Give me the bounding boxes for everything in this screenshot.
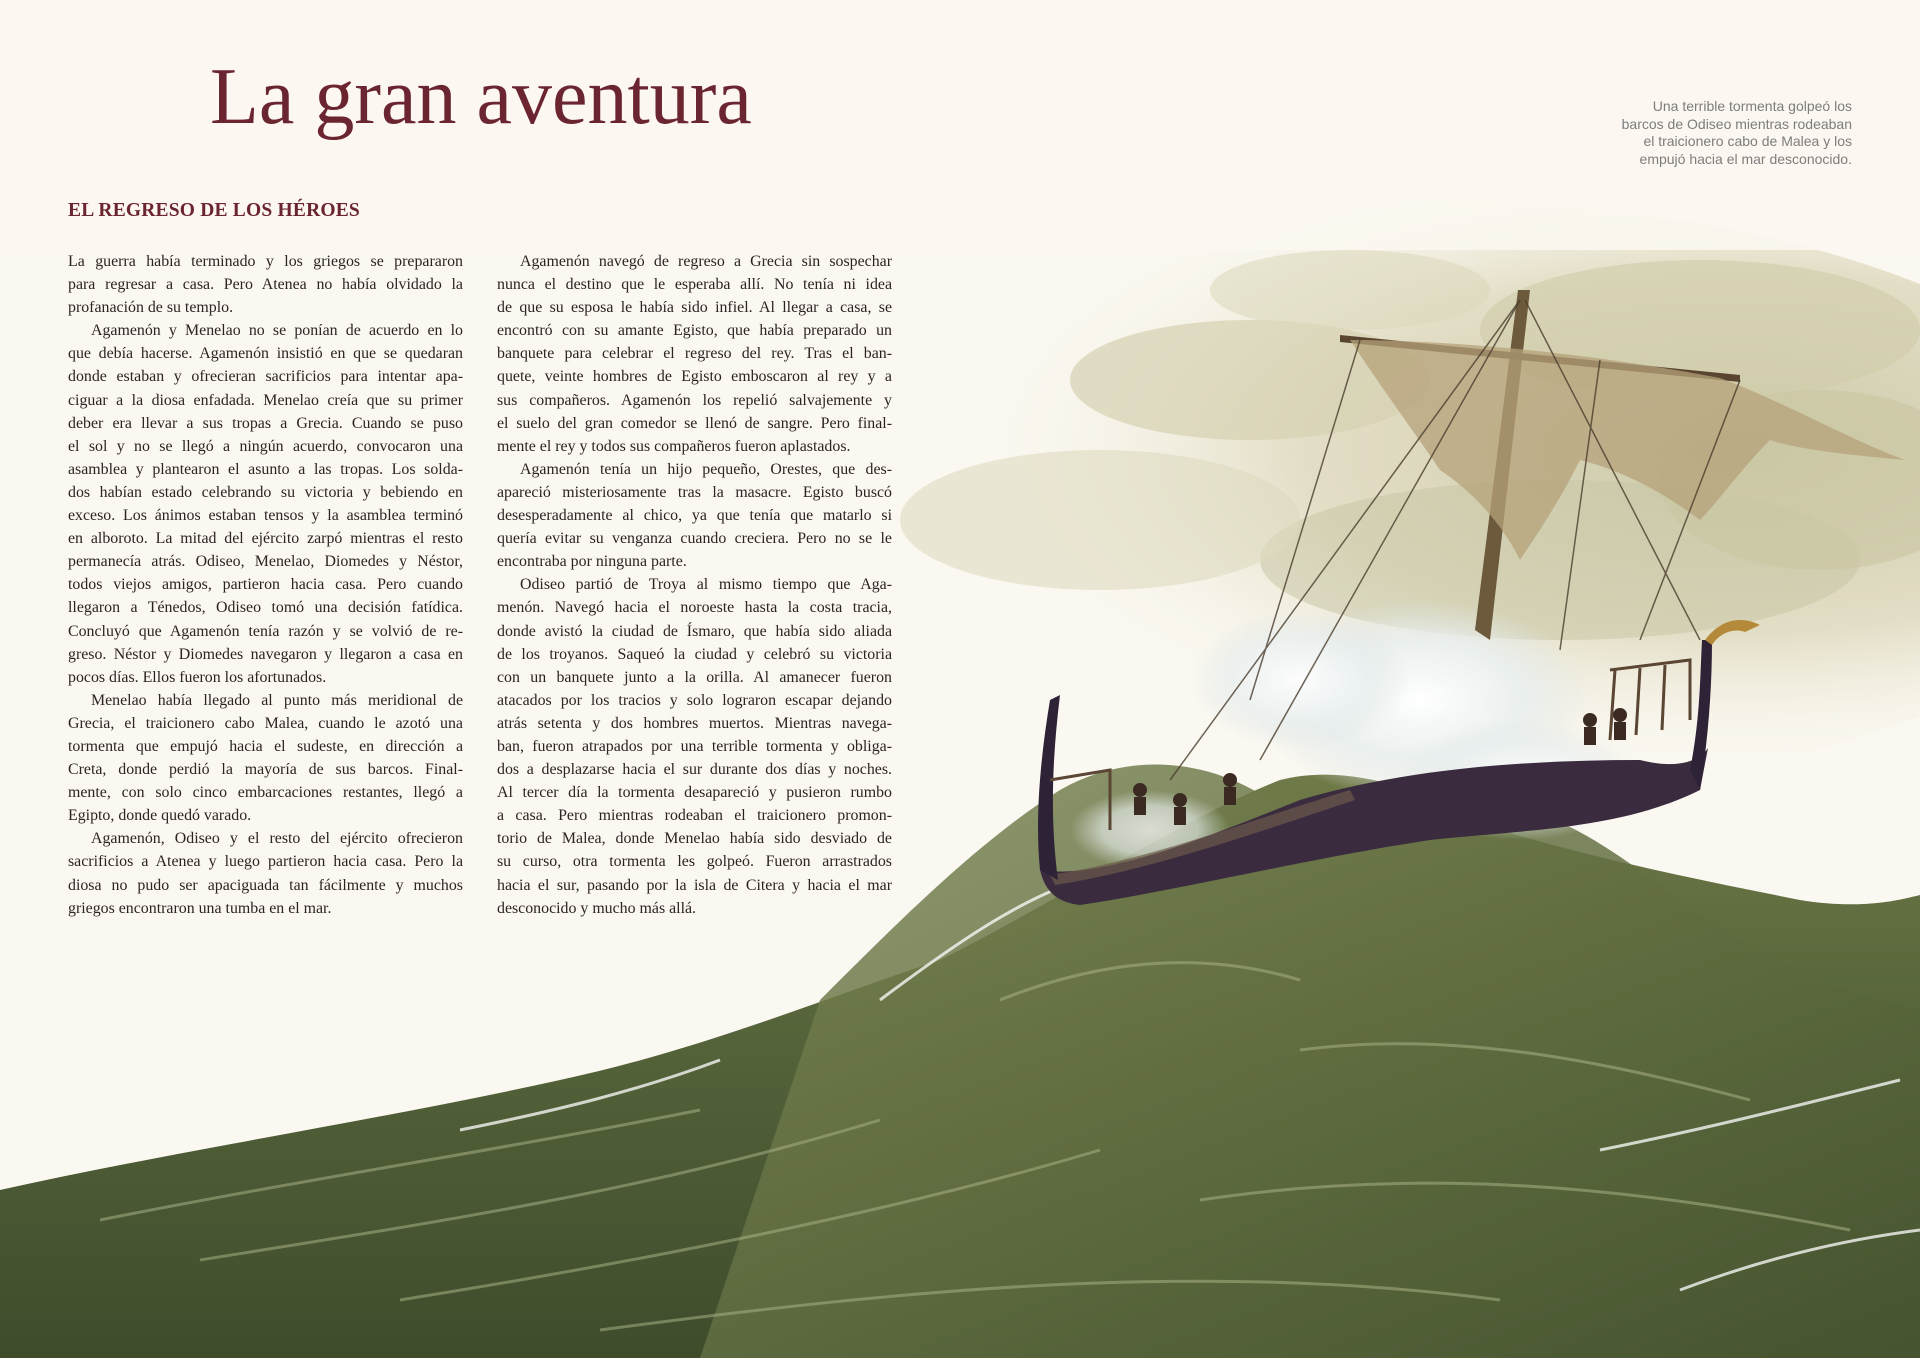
text-line: exceso. Los ánimos estaban tensos y la asamblea terminó bbox=[68, 507, 463, 525]
text-line: sus compañeros. Agamenón los repelió salvajemente y bbox=[497, 391, 892, 409]
text-line: con un banquete junto a la orilla. Al amanecer fueron bbox=[497, 668, 892, 686]
text-line: donde avistó la ciudad de Ísmaro, que había sido aliada bbox=[497, 622, 892, 640]
text-line: encontraba por ninguna parte. bbox=[497, 553, 687, 571]
text-line: atrás setenta y dos hombres muertos. Mientras navega- bbox=[497, 714, 892, 732]
text-line: asamblea y plantearon el asunto a las tropas. Los solda- bbox=[68, 460, 463, 478]
text-line: sacrificios a Atenea y luego partieron hacia casa. Pero la bbox=[68, 853, 463, 871]
text-line: Concluyó que Agamenón tenía razón y se volvió de re- bbox=[68, 622, 463, 640]
text-line: torio de Malea, donde Menelao había sido desviado de bbox=[497, 830, 892, 848]
text-line: donde estaban y ofrecieran sacrificios para intentar apa- bbox=[68, 368, 463, 386]
text-line: banquete para celebrar el regreso del rey. Tras el ban- bbox=[497, 345, 892, 363]
text-line: Al tercer día la tormenta desapareció y pusieron rumbo bbox=[497, 784, 892, 802]
text-line: greso. Néstor y Diomedes navegaron y llegaron a casa en bbox=[68, 645, 463, 663]
caption-line: empujó hacia el mar desconocido. bbox=[1639, 150, 1852, 167]
text-line: su curso, otra tormenta les golpeó. Fueron arrastrados bbox=[497, 853, 892, 871]
text-line: quete, veinte hombres de Egisto emboscaron al rey y a bbox=[497, 368, 892, 386]
text-line: quería evitar su venganza cuando creciera. Pero no se le bbox=[497, 530, 892, 548]
text-line: que debía hacerse. Agamenón insistió en que se quedaran bbox=[68, 345, 463, 363]
text-line: nunca el destino que le esperaba allí. No tenía ni idea bbox=[497, 276, 892, 294]
section-heading: EL REGRESO DE LOS HÉROES bbox=[68, 200, 360, 221]
text-line: encontró con su amante Egisto, que había preparado un bbox=[497, 322, 892, 340]
text-line: todos viejos amigos, partieron hacia casa. Pero cuando bbox=[68, 576, 463, 594]
text-line: Creta, donde perdió la mayoría de sus barcos. Final- bbox=[68, 761, 463, 779]
text-column-right bbox=[497, 250, 892, 920]
text-column-left bbox=[68, 250, 463, 920]
text-line: el suelo del gran comedor se llenó de sangre. Pero final- bbox=[497, 414, 892, 432]
page-title: La gran aventura bbox=[210, 53, 752, 141]
text-line: de que su esposa le había sido infiel. Al llegar a casa, se bbox=[497, 299, 892, 317]
text-line: Grecia, el traicionero cabo Malea, cuando le azotó una bbox=[68, 714, 463, 732]
text-line: hacia el sur, pasando por la isla de Citera y hacia el mar bbox=[497, 876, 892, 894]
text-line: tormenta que empujó hacia el sudeste, en dirección a bbox=[68, 737, 463, 755]
text-line: La guerra había terminado y los griegos se prepararon bbox=[68, 253, 463, 270]
text-line: Egipto, donde quedó varado. bbox=[68, 807, 252, 825]
text-line: para regresar a casa. Pero Atenea no había olvidado la bbox=[68, 276, 463, 294]
text-line: apareció misteriosamente tras la masacre. Egisto buscó bbox=[497, 483, 892, 501]
text-line: desesperadamente al chico, ya que tenía que matarlo si bbox=[497, 507, 892, 525]
text-line: de los troyanos. Saqueó la ciudad y celebró su victoria bbox=[497, 645, 892, 663]
text-line: llegaron a Ténedos, Odiseo tomó una decisión fatídica. bbox=[68, 599, 463, 617]
text-line: Agamenón tenía un hijo pequeño, Orestes, que des- bbox=[520, 460, 892, 478]
text-line: a casa. Pero mientras rodeaban el traicionero promon- bbox=[497, 807, 892, 825]
illustration-caption bbox=[1555, 98, 1852, 168]
text-line: el sol y no se llegó a ningún acuerdo, convocaron una bbox=[68, 437, 463, 455]
caption-line: el traicionero cabo de Malea y los bbox=[1643, 133, 1852, 149]
text-line: Odiseo partió de Troya al mismo tiempo que Aga- bbox=[520, 576, 892, 594]
text-line: permanecía atrás. Odiseo, Menelao, Diomedes y Néstor, bbox=[68, 553, 463, 571]
text-line: mente, con solo cinco embarcaciones restantes, llegó a bbox=[68, 784, 463, 802]
text-line: en alboroto. La mitad del ejército zarpó mientras el resto bbox=[68, 530, 463, 548]
text-line: Agamenón navegó de regreso a Grecia sin sospechar bbox=[520, 253, 892, 270]
text-line: dos a desplazarse hacia el sur durante dos días y noches. bbox=[497, 761, 892, 779]
text-line: profanación de su templo. bbox=[68, 299, 234, 317]
text-line: atacados por los tracios y solo lograron escapar dejando bbox=[497, 691, 892, 709]
text-line: Menelao había llegado al punto más meridional de bbox=[91, 691, 463, 709]
text-line: Agamenón y Menelao no se ponían de acuerdo en lo bbox=[91, 322, 463, 340]
text-line: desconocido y mucho más allá. bbox=[497, 899, 697, 917]
text-line: ban, fueron atrapados por una terrible tormenta y obliga- bbox=[497, 737, 892, 755]
text-line: diosa no pudo ser apaciguada tan fácilmente y muchos bbox=[68, 876, 463, 894]
text-line: griegos encontraron una tumba en el mar. bbox=[68, 899, 332, 917]
text-line: menón. Navegó hacia el noroeste hasta la costa tracia, bbox=[497, 599, 892, 617]
text-line: ciguar a la diosa enfadada. Menelao creía que su primer bbox=[68, 391, 463, 409]
text-line: deber era llevar a sus tropas a Grecia. Cuando se puso bbox=[68, 414, 463, 432]
text-line: mente el rey y todos sus compañeros fueron aplastados. bbox=[497, 437, 851, 455]
text-line: pocos días. Ellos fueron los afortunados. bbox=[68, 668, 327, 686]
text-line: dos habían estado celebrando su victoria y bebiendo en bbox=[68, 483, 463, 501]
text-line: Agamenón, Odiseo y el resto del ejército ofrecieron bbox=[91, 830, 463, 848]
caption-line: Una terrible tormenta golpeó los bbox=[1652, 98, 1852, 114]
caption-line: barcos de Odiseo mientras rodeaban bbox=[1621, 115, 1852, 132]
